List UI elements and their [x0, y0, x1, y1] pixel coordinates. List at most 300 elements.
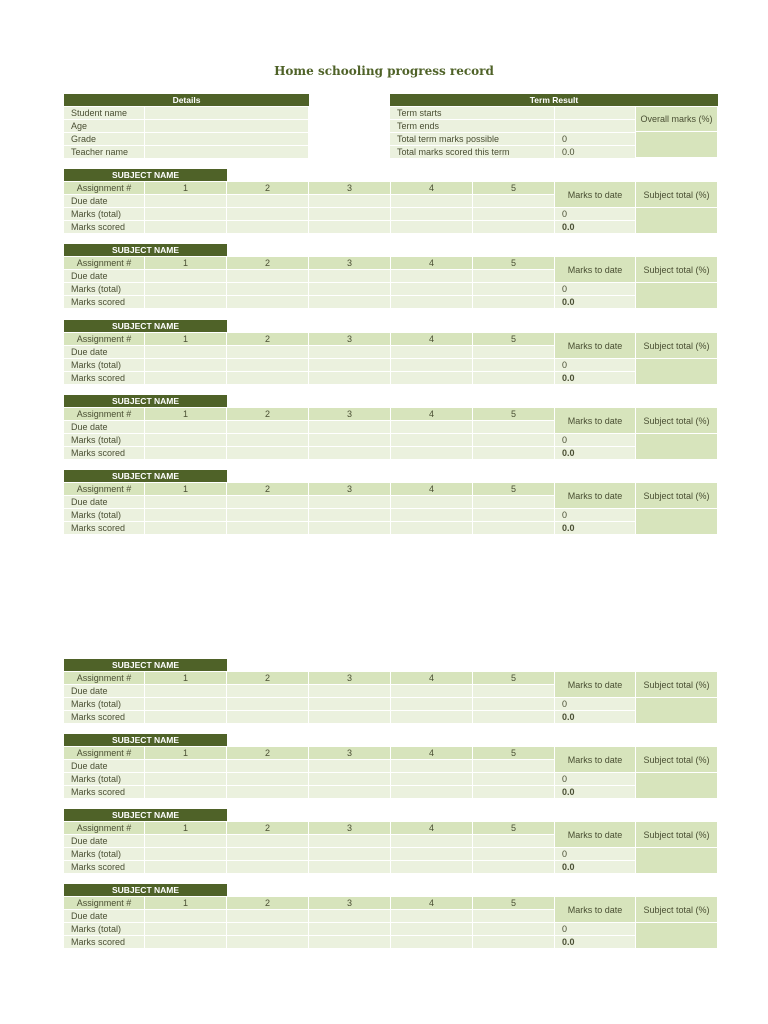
- assignment-number: 4: [391, 483, 473, 496]
- assignment-number: 4: [391, 333, 473, 346]
- marks-scored-value: 0.0: [555, 296, 636, 309]
- subject-name[interactable]: SUBJECT NAME: [64, 320, 227, 332]
- assignment-field[interactable]: [391, 910, 473, 923]
- assignment-field[interactable]: [227, 835, 309, 848]
- assignment-field[interactable]: [145, 923, 227, 936]
- assignment-field[interactable]: [145, 208, 227, 221]
- assignment-field[interactable]: [391, 346, 473, 359]
- assignment-field[interactable]: [473, 760, 555, 773]
- assignment-field[interactable]: [473, 283, 555, 296]
- assignment-number: 2: [227, 747, 309, 760]
- assignment-field[interactable]: [391, 848, 473, 861]
- assignment-field[interactable]: [391, 208, 473, 221]
- details-label: Teacher name: [64, 146, 145, 159]
- assignment-field[interactable]: [309, 195, 391, 208]
- subject-name[interactable]: SUBJECT NAME: [64, 169, 227, 181]
- subject-name[interactable]: SUBJECT NAME: [64, 244, 227, 256]
- assignment-number: 2: [227, 483, 309, 496]
- assignment-field[interactable]: [473, 434, 555, 447]
- assignment-field[interactable]: [473, 447, 555, 460]
- row-label: Marks (total): [64, 923, 145, 936]
- assignment-field[interactable]: [227, 509, 309, 522]
- assignment-field[interactable]: [391, 296, 473, 309]
- assignment-field[interactable]: [473, 421, 555, 434]
- assignment-number: 5: [473, 333, 555, 346]
- term-value[interactable]: [555, 120, 636, 133]
- marks-to-date-label: Marks to date: [555, 182, 636, 208]
- marks-total-value: 0: [555, 698, 636, 711]
- assignment-number: 2: [227, 408, 309, 421]
- subject-name[interactable]: SUBJECT NAME: [64, 884, 227, 896]
- assignment-field[interactable]: [391, 509, 473, 522]
- assignment-field[interactable]: [145, 296, 227, 309]
- assignment-number: 3: [309, 672, 391, 685]
- assignment-field[interactable]: [391, 372, 473, 385]
- assignment-field[interactable]: [391, 698, 473, 711]
- subject-total-value: [636, 923, 718, 949]
- assignment-field[interactable]: [473, 296, 555, 309]
- assignment-field[interactable]: [227, 910, 309, 923]
- term-result-rows: [390, 106, 718, 159]
- assignment-number: 1: [145, 182, 227, 195]
- marks-total-value: 0: [555, 509, 636, 522]
- assignment-field[interactable]: [227, 923, 309, 936]
- details-value-field[interactable]: [145, 133, 309, 146]
- row-label: Marks (total): [64, 509, 145, 522]
- row-label: Marks scored: [64, 711, 145, 724]
- assignment-field[interactable]: [227, 221, 309, 234]
- row-label: Marks scored: [64, 861, 145, 874]
- marks-to-date-label: Marks to date: [555, 408, 636, 434]
- assignment-field[interactable]: [227, 195, 309, 208]
- assignment-field[interactable]: [227, 372, 309, 385]
- assignment-field[interactable]: [309, 861, 391, 874]
- subject-block: [64, 169, 718, 235]
- subject-total-label: Subject total (%): [636, 182, 718, 208]
- subject-total-label: Subject total (%): [636, 747, 718, 773]
- assignment-field[interactable]: [473, 923, 555, 936]
- subject-total-label: Subject total (%): [636, 408, 718, 434]
- assignment-number: 2: [227, 333, 309, 346]
- assignment-field[interactable]: [145, 346, 227, 359]
- assignment-field[interactable]: [145, 221, 227, 234]
- assignment-field[interactable]: [473, 346, 555, 359]
- details-value-field[interactable]: [145, 120, 309, 133]
- row-label: Due date: [64, 760, 145, 773]
- assignment-field[interactable]: [309, 910, 391, 923]
- subject-block: [64, 734, 718, 800]
- term-result-header: Term Result: [390, 94, 718, 106]
- marks-to-date-label: Marks to date: [555, 672, 636, 698]
- row-label: Marks scored: [64, 786, 145, 799]
- assignment-number: 1: [145, 257, 227, 270]
- assignment-field[interactable]: [227, 421, 309, 434]
- row-label: Marks scored: [64, 936, 145, 949]
- assignment-field[interactable]: [473, 773, 555, 786]
- subject-total-value: [636, 283, 718, 309]
- marks-to-date-label: Marks to date: [555, 333, 636, 359]
- assignment-number: 5: [473, 408, 555, 421]
- marks-total-value: 0: [555, 359, 636, 372]
- details-table: [64, 94, 309, 159]
- assignment-field[interactable]: [227, 786, 309, 799]
- assignment-field[interactable]: [309, 434, 391, 447]
- assignment-field[interactable]: [309, 221, 391, 234]
- term-result-table: [390, 94, 718, 159]
- assignment-field[interactable]: [227, 270, 309, 283]
- subject-total-value: [636, 848, 718, 874]
- assignment-number: 2: [227, 257, 309, 270]
- marks-scored-value: 0.0: [555, 861, 636, 874]
- assignment-number: 1: [145, 822, 227, 835]
- assignment-field[interactable]: [309, 835, 391, 848]
- subject-name[interactable]: SUBJECT NAME: [64, 809, 227, 821]
- assignment-number: 5: [473, 483, 555, 496]
- assignment-number: 5: [473, 672, 555, 685]
- row-label: Due date: [64, 496, 145, 509]
- assignment-field[interactable]: [309, 421, 391, 434]
- marks-total-value: 0: [555, 208, 636, 221]
- assignment-number: 4: [391, 672, 473, 685]
- assignment-field[interactable]: [473, 698, 555, 711]
- assignment-field[interactable]: [227, 522, 309, 535]
- details-label: Grade: [64, 133, 145, 146]
- overall-marks-value: [636, 132, 718, 158]
- marks-total-value: 0: [555, 283, 636, 296]
- marks-scored-value: 0.0: [555, 372, 636, 385]
- assignment-field[interactable]: [227, 496, 309, 509]
- assignment-field[interactable]: [391, 861, 473, 874]
- row-label: Marks (total): [64, 698, 145, 711]
- assignment-number: 4: [391, 897, 473, 910]
- row-label: Marks (total): [64, 208, 145, 221]
- details-label: Age: [64, 120, 145, 133]
- subject-block: [64, 884, 718, 950]
- assignment-field[interactable]: [391, 773, 473, 786]
- assignment-field[interactable]: [309, 923, 391, 936]
- subject-block: [64, 659, 718, 725]
- assignment-field[interactable]: [391, 447, 473, 460]
- marks-scored-value: 0.0: [555, 936, 636, 949]
- marks-scored-value: 0.0: [555, 447, 636, 460]
- assignment-field[interactable]: [145, 372, 227, 385]
- assignment-field[interactable]: [145, 447, 227, 460]
- assignment-field[interactable]: [145, 848, 227, 861]
- row-label: Marks scored: [64, 372, 145, 385]
- row-label: Marks (total): [64, 848, 145, 861]
- subject-total-value: [636, 698, 718, 724]
- assignment-field[interactable]: [227, 936, 309, 949]
- assignment-field[interactable]: [391, 359, 473, 372]
- assignment-field[interactable]: [227, 861, 309, 874]
- assignment-field[interactable]: [309, 773, 391, 786]
- marks-scored-value: 0.0: [555, 221, 636, 234]
- row-label: Due date: [64, 421, 145, 434]
- assignment-field[interactable]: [309, 786, 391, 799]
- assignment-field[interactable]: [473, 509, 555, 522]
- subject-total-value: [636, 208, 718, 234]
- marks-to-date-label: Marks to date: [555, 822, 636, 848]
- assignment-number: 1: [145, 897, 227, 910]
- subject-name[interactable]: SUBJECT NAME: [64, 659, 227, 671]
- marks-total-value: 0: [555, 773, 636, 786]
- assignment-header-label: Assignment #: [64, 672, 145, 685]
- assignment-field[interactable]: [309, 711, 391, 724]
- assignment-field[interactable]: [145, 861, 227, 874]
- assignment-header-label: Assignment #: [64, 182, 145, 195]
- row-label: Due date: [64, 346, 145, 359]
- assignment-field[interactable]: [391, 283, 473, 296]
- assignment-number: 2: [227, 672, 309, 685]
- assignment-field[interactable]: [391, 421, 473, 434]
- assignment-field[interactable]: [145, 936, 227, 949]
- assignment-field[interactable]: [473, 711, 555, 724]
- assignment-field[interactable]: [391, 936, 473, 949]
- subject-total-value: [636, 434, 718, 460]
- assignment-field[interactable]: [391, 221, 473, 234]
- row-label: Due date: [64, 910, 145, 923]
- assignment-field[interactable]: [309, 848, 391, 861]
- assignment-number: 3: [309, 333, 391, 346]
- assignment-number: 5: [473, 257, 555, 270]
- assignment-number: 3: [309, 822, 391, 835]
- assignment-field[interactable]: [145, 509, 227, 522]
- subject-block: [64, 809, 718, 875]
- assignment-field[interactable]: [145, 434, 227, 447]
- assignment-field[interactable]: [227, 296, 309, 309]
- assignment-field[interactable]: [227, 359, 309, 372]
- assignment-number: 4: [391, 822, 473, 835]
- assignment-field[interactable]: [227, 848, 309, 861]
- assignment-field[interactable]: [227, 346, 309, 359]
- assignment-field[interactable]: [391, 786, 473, 799]
- marks-to-date-label: Marks to date: [555, 897, 636, 923]
- assignment-field[interactable]: [145, 270, 227, 283]
- subject-block: [64, 470, 718, 536]
- subject-block: [64, 320, 718, 386]
- assignment-field[interactable]: [227, 711, 309, 724]
- assignment-field[interactable]: [473, 522, 555, 535]
- term-label: Term ends: [390, 120, 555, 133]
- assignment-header-label: Assignment #: [64, 822, 145, 835]
- assignment-number: 3: [309, 483, 391, 496]
- assignment-header-label: Assignment #: [64, 333, 145, 346]
- assignment-field[interactable]: [145, 773, 227, 786]
- subject-total-label: Subject total (%): [636, 257, 718, 283]
- row-label: Due date: [64, 270, 145, 283]
- row-label: Marks scored: [64, 522, 145, 535]
- assignment-field[interactable]: [227, 773, 309, 786]
- assignment-field[interactable]: [145, 835, 227, 848]
- assignment-field[interactable]: [145, 421, 227, 434]
- marks-scored-value: 0.0: [555, 711, 636, 724]
- assignment-field[interactable]: [473, 848, 555, 861]
- term-value: 0.0: [555, 146, 636, 159]
- subject-name[interactable]: SUBJECT NAME: [64, 395, 227, 407]
- assignment-field[interactable]: [145, 760, 227, 773]
- assignment-field[interactable]: [473, 685, 555, 698]
- row-label: Marks scored: [64, 296, 145, 309]
- marks-to-date-label: Marks to date: [555, 483, 636, 509]
- assignment-field[interactable]: [145, 711, 227, 724]
- assignment-field[interactable]: [473, 372, 555, 385]
- assignment-number: 1: [145, 672, 227, 685]
- assignment-field[interactable]: [473, 910, 555, 923]
- marks-total-value: 0: [555, 434, 636, 447]
- assignment-field[interactable]: [473, 359, 555, 372]
- assignment-field[interactable]: [145, 685, 227, 698]
- assignment-field[interactable]: [309, 283, 391, 296]
- assignment-header-label: Assignment #: [64, 747, 145, 760]
- assignment-field[interactable]: [391, 760, 473, 773]
- assignment-field[interactable]: [227, 208, 309, 221]
- assignment-field[interactable]: [391, 835, 473, 848]
- assignment-field[interactable]: [391, 685, 473, 698]
- subject-total-label: Subject total (%): [636, 333, 718, 359]
- row-label: Marks scored: [64, 221, 145, 234]
- row-label: Due date: [64, 685, 145, 698]
- assignment-field[interactable]: [473, 936, 555, 949]
- assignment-field[interactable]: [309, 359, 391, 372]
- assignment-field[interactable]: [309, 447, 391, 460]
- assignment-field[interactable]: [309, 270, 391, 283]
- subject-total-label: Subject total (%): [636, 483, 718, 509]
- assignment-field[interactable]: [227, 685, 309, 698]
- assignment-field[interactable]: [309, 522, 391, 535]
- assignment-field[interactable]: [473, 270, 555, 283]
- assignment-field[interactable]: [473, 861, 555, 874]
- assignment-number: 5: [473, 747, 555, 760]
- assignment-field[interactable]: [309, 372, 391, 385]
- assignment-field[interactable]: [473, 195, 555, 208]
- assignment-field[interactable]: [145, 786, 227, 799]
- assignment-number: 1: [145, 333, 227, 346]
- details-rows: [64, 106, 309, 159]
- assignment-field[interactable]: [309, 509, 391, 522]
- assignment-field[interactable]: [473, 835, 555, 848]
- assignment-field[interactable]: [145, 496, 227, 509]
- assignment-field[interactable]: [473, 221, 555, 234]
- assignment-field[interactable]: [391, 195, 473, 208]
- assignment-field[interactable]: [145, 359, 227, 372]
- assignment-field[interactable]: [391, 711, 473, 724]
- assignment-number: 1: [145, 483, 227, 496]
- assignment-field[interactable]: [473, 786, 555, 799]
- assignment-field[interactable]: [391, 434, 473, 447]
- overall-marks-label: Overall marks (%): [636, 107, 718, 132]
- details-value-field[interactable]: [145, 146, 309, 159]
- assignment-field[interactable]: [309, 296, 391, 309]
- row-label: Due date: [64, 195, 145, 208]
- subject-total-label: Subject total (%): [636, 672, 718, 698]
- row-label: Marks (total): [64, 283, 145, 296]
- details-value-field[interactable]: [145, 107, 309, 120]
- row-label: Marks (total): [64, 773, 145, 786]
- assignment-number: 3: [309, 182, 391, 195]
- assignment-number: 5: [473, 182, 555, 195]
- assignment-field[interactable]: [391, 522, 473, 535]
- assignment-field[interactable]: [473, 208, 555, 221]
- marks-scored-value: 0.0: [555, 786, 636, 799]
- assignment-number: 1: [145, 747, 227, 760]
- subject-total-value: [636, 773, 718, 799]
- assignment-field[interactable]: [309, 496, 391, 509]
- assignment-field[interactable]: [227, 283, 309, 296]
- marks-scored-value: 0.0: [555, 522, 636, 535]
- assignment-field[interactable]: [309, 685, 391, 698]
- subject-total-value: [636, 509, 718, 535]
- assignment-number: 2: [227, 822, 309, 835]
- assignment-number: 4: [391, 747, 473, 760]
- assignment-field[interactable]: [309, 936, 391, 949]
- assignment-field[interactable]: [227, 698, 309, 711]
- assignment-field[interactable]: [227, 447, 309, 460]
- term-label: Total term marks possible: [390, 133, 555, 146]
- assignment-field[interactable]: [391, 923, 473, 936]
- row-label: Marks (total): [64, 359, 145, 372]
- assignment-header-label: Assignment #: [64, 483, 145, 496]
- assignment-number: 2: [227, 897, 309, 910]
- assignment-number: 5: [473, 822, 555, 835]
- subject-total-label: Subject total (%): [636, 897, 718, 923]
- term-label: Total marks scored this term: [390, 146, 555, 159]
- assignment-number: 5: [473, 897, 555, 910]
- assignment-number: 1: [145, 408, 227, 421]
- assignment-number: 3: [309, 747, 391, 760]
- assignment-header-label: Assignment #: [64, 897, 145, 910]
- subject-block: [64, 395, 718, 461]
- page-title: Home schooling progress record: [274, 64, 494, 78]
- assignment-field[interactable]: [391, 496, 473, 509]
- assignment-field[interactable]: [309, 760, 391, 773]
- subject-name[interactable]: SUBJECT NAME: [64, 470, 227, 482]
- assignment-field[interactable]: [145, 522, 227, 535]
- assignment-field[interactable]: [227, 434, 309, 447]
- term-value[interactable]: [555, 107, 636, 120]
- assignment-field[interactable]: [309, 208, 391, 221]
- assignment-number: 3: [309, 257, 391, 270]
- assignment-field[interactable]: [309, 698, 391, 711]
- row-label: Due date: [64, 835, 145, 848]
- assignment-field[interactable]: [227, 760, 309, 773]
- assignment-number: 3: [309, 897, 391, 910]
- assignment-header-label: Assignment #: [64, 257, 145, 270]
- assignment-field[interactable]: [391, 270, 473, 283]
- details-header: Details: [64, 94, 309, 106]
- marks-to-date-label: Marks to date: [555, 257, 636, 283]
- assignment-field[interactable]: [145, 195, 227, 208]
- subject-total-label: Subject total (%): [636, 822, 718, 848]
- assignment-number: 2: [227, 182, 309, 195]
- assignment-field[interactable]: [473, 496, 555, 509]
- row-label: Marks scored: [64, 447, 145, 460]
- marks-total-value: 0: [555, 923, 636, 936]
- subject-block: [64, 244, 718, 310]
- assignment-field[interactable]: [145, 283, 227, 296]
- assignment-number: 4: [391, 182, 473, 195]
- assignment-number: 4: [391, 408, 473, 421]
- term-value: 0: [555, 133, 636, 146]
- subject-name[interactable]: SUBJECT NAME: [64, 734, 227, 746]
- subject-total-value: [636, 359, 718, 385]
- marks-to-date-label: Marks to date: [555, 747, 636, 773]
- assignment-number: 4: [391, 257, 473, 270]
- details-label: Student name: [64, 107, 145, 120]
- assignment-field[interactable]: [145, 698, 227, 711]
- assignment-field[interactable]: [145, 910, 227, 923]
- assignment-field[interactable]: [309, 346, 391, 359]
- assignment-header-label: Assignment #: [64, 408, 145, 421]
